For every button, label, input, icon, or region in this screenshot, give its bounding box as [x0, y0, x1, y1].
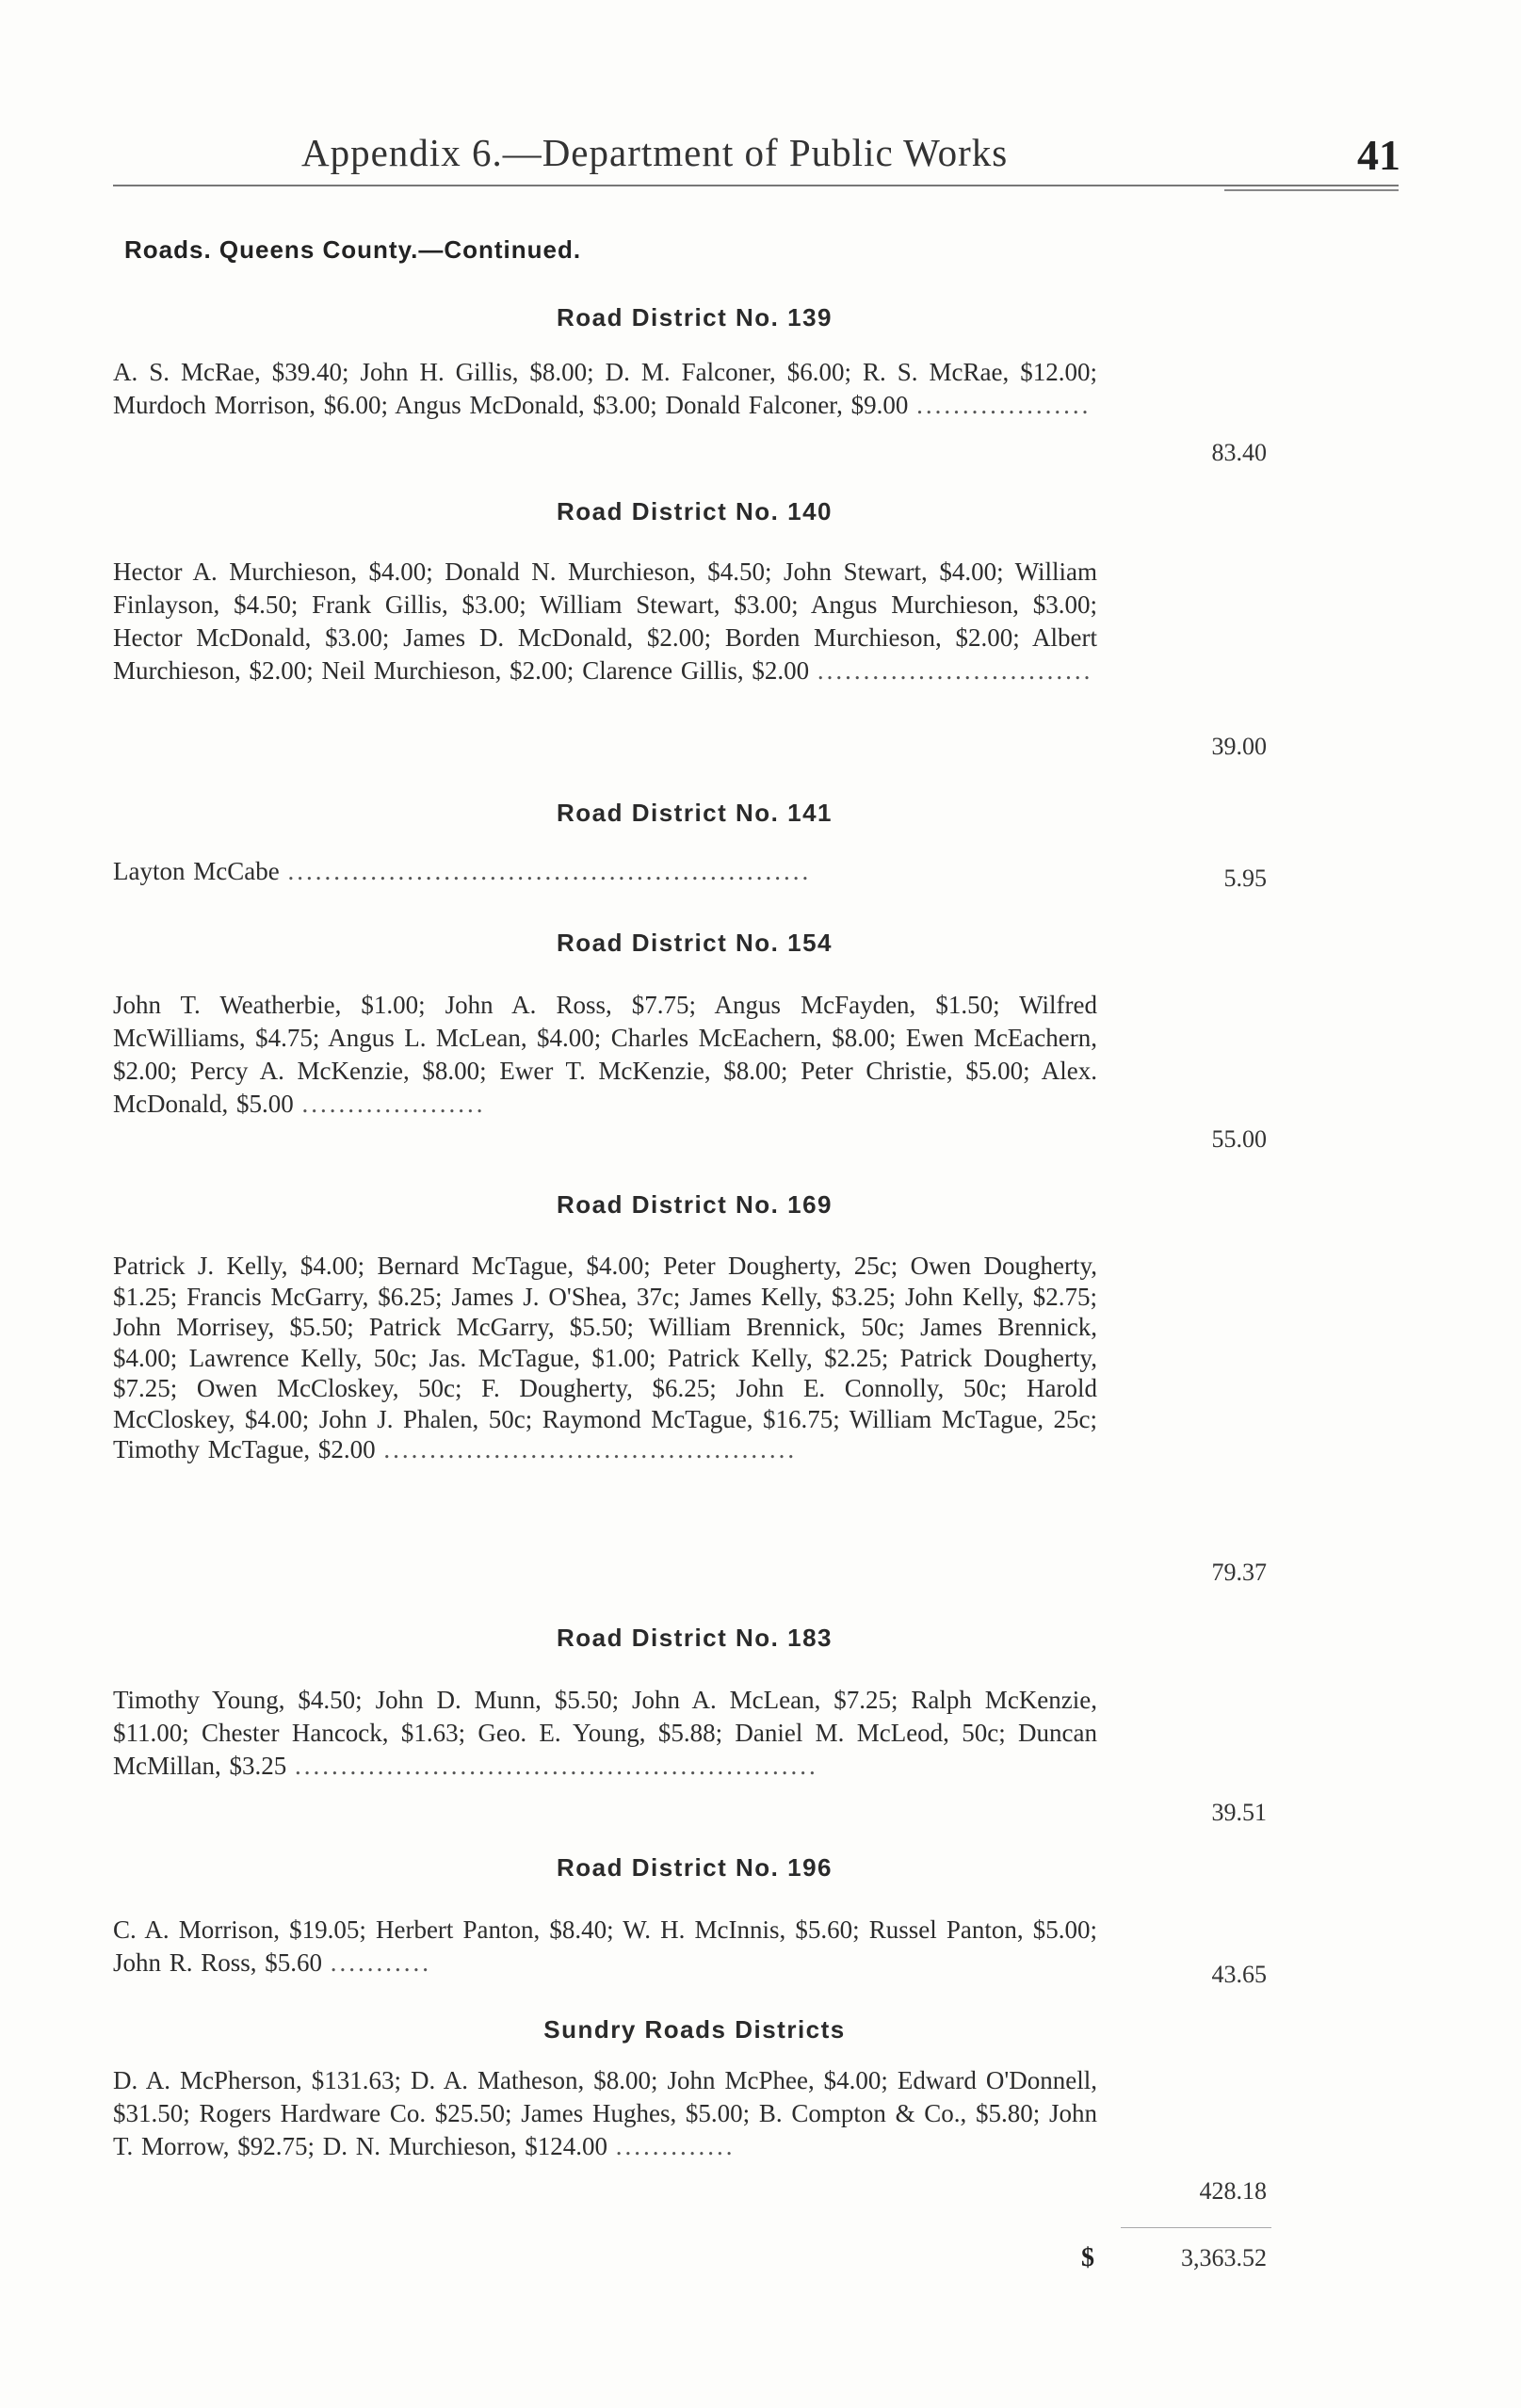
district-entry: [113, 556, 1097, 687]
entry-text: Timothy Young, $4.50; John D. Munn, $5.50; John A. McLean, $7.25; Ralph McKenzie, $11.00; Chester Hancock, $1.63; Geo. E. Young, $5.88; Daniel M. McLeod, 50c; Duncan McMillan, $3.25: [113, 1686, 1097, 1780]
header-rule: [113, 185, 1399, 186]
district-entry: [113, 1251, 1097, 1465]
district-entry: [113, 1914, 1097, 1980]
dot-leader: .............................................: [383, 1435, 798, 1463]
district-heading: Sundry Roads Districts: [543, 2015, 846, 2044]
district-heading: Road District No. 154: [556, 929, 833, 957]
district-heading: Road District No. 140: [556, 497, 833, 525]
district-amount: 39.51: [1211, 1799, 1267, 1826]
entry-text: Hector A. Murchieson, $4.00; Donald N. Murchieson, $4.50; John Stewart, $4.00; William Finlayson, $4.50; Frank Gillis, $3.00; William Stewart, $3.00; Angus Murchieson, $3.00; Hector McDonald, $3.00; James D. McDonald, $2.00; Borden Murchieson, $2.00; Albert Murchieson, $2.00; Neil Murchieson, $2.00; Clarence Gillis, $2.00: [113, 558, 1097, 685]
district-entry: [113, 989, 1097, 1121]
district-amount: 5.95: [1223, 865, 1267, 892]
dot-leader: .........................................................: [287, 857, 812, 885]
grand-total: 3,363.52: [1181, 2244, 1267, 2271]
total-rule: [1121, 2227, 1271, 2228]
dot-leader: ...........: [330, 1948, 432, 1977]
entry-text: D. A. McPherson, $131.63; D. A. Matheson, $8.00; John McPhee, $4.00; Edward O'Donnell, $31.50; Rogers Hardware Co. $25.50; James Hughes, $5.00; B. Compton & Co., $5.80; John T. Morrow, $92.75; D. N. Murchieson, $124.00: [113, 2066, 1097, 2160]
district-heading: Road District No. 196: [556, 1853, 833, 1882]
district-amount: 55.00: [1211, 1125, 1267, 1153]
section-label: Roads. Queens County.—Continued.: [124, 235, 582, 264]
total-currency: $: [1081, 2243, 1094, 2272]
entry-text: A. S. McRae, $39.40; John H. Gillis, $8.00; D. M. Falconer, $6.00; R. S. McRae, $12.00; Murdoch Morrison, $6.00; Angus McDonald, $3.00; Donald Falconer, $9.00: [113, 358, 1097, 419]
entry-text: Layton McCabe: [113, 857, 280, 885]
district-amount: 43.65: [1211, 1961, 1267, 1988]
district-entry: [113, 2064, 1097, 2163]
entry-text: C. A. Morrison, $19.05; Herbert Panton, $8.40; W. H. McInnis, $5.60; Russel Panton, $5.00; John R. Ross, $5.60: [113, 1915, 1097, 1977]
district-heading: Road District No. 183: [556, 1624, 833, 1652]
district-amount: 39.00: [1211, 733, 1267, 760]
page-header-title: Appendix 6.—Department of Public Works: [301, 131, 1009, 174]
district-heading: Road District No. 141: [556, 799, 833, 827]
dot-leader: ..............................: [817, 656, 1093, 685]
district-entry: [113, 855, 1097, 888]
district-entry: [113, 1684, 1097, 1783]
header-rule-secondary: [1224, 189, 1399, 191]
dot-leader: .........................................................: [295, 1752, 818, 1780]
entry-text: Patrick J. Kelly, $4.00; Bernard McTague, $4.00; Peter Dougherty, 25c; Owen Dougherty, $1.25; Francis McGarry, $6.25; James J. O'Shea, 37c; James Kelly, $3.25; John Kelly, $2.75; John Morrisey, $5.50; Patrick McGarry, $5.50; William Brennick, 50c; James Brennick, $4.00; Lawrence Kelly, 50c; Jas. McTague, $1.00; Patrick Kelly, $2.25; Patrick Dougherty, $7.25; Owen McCloskey, 50c; F. Dougherty, $6.25; John E. Connolly, 50c; Harold McCloskey, $4.00; John J. Phalen, 50c; Raymond McTague, $16.75; William McTague, 25c; Timothy McTague, $2.00: [113, 1252, 1097, 1463]
entry-text: John T. Weatherbie, $1.00; John A. Ross, $7.75; Angus McFayden, $1.50; Wilfred McWilliams, $4.75; Angus L. McLean, $4.00; Charles McEachern, $8.00; Ewen McEachern, $2.00; Percy A. McKenzie, $8.00; Ewer T. McKenzie, $8.00; Peter Christie, $5.00; Alex. McDonald, $5.00: [113, 991, 1097, 1118]
district-amount: 83.40: [1211, 439, 1267, 466]
district-amount: 79.37: [1211, 1559, 1267, 1586]
district-entry: [113, 356, 1097, 422]
district-heading: Road District No. 139: [556, 303, 833, 331]
district-heading: Road District No. 169: [556, 1190, 833, 1219]
dot-leader: .............: [615, 2132, 736, 2160]
dot-leader: ....................: [301, 1090, 486, 1118]
district-amount: 428.18: [1199, 2177, 1267, 2205]
page-number: 41: [1357, 131, 1400, 179]
dot-leader: ...................: [916, 391, 1092, 419]
